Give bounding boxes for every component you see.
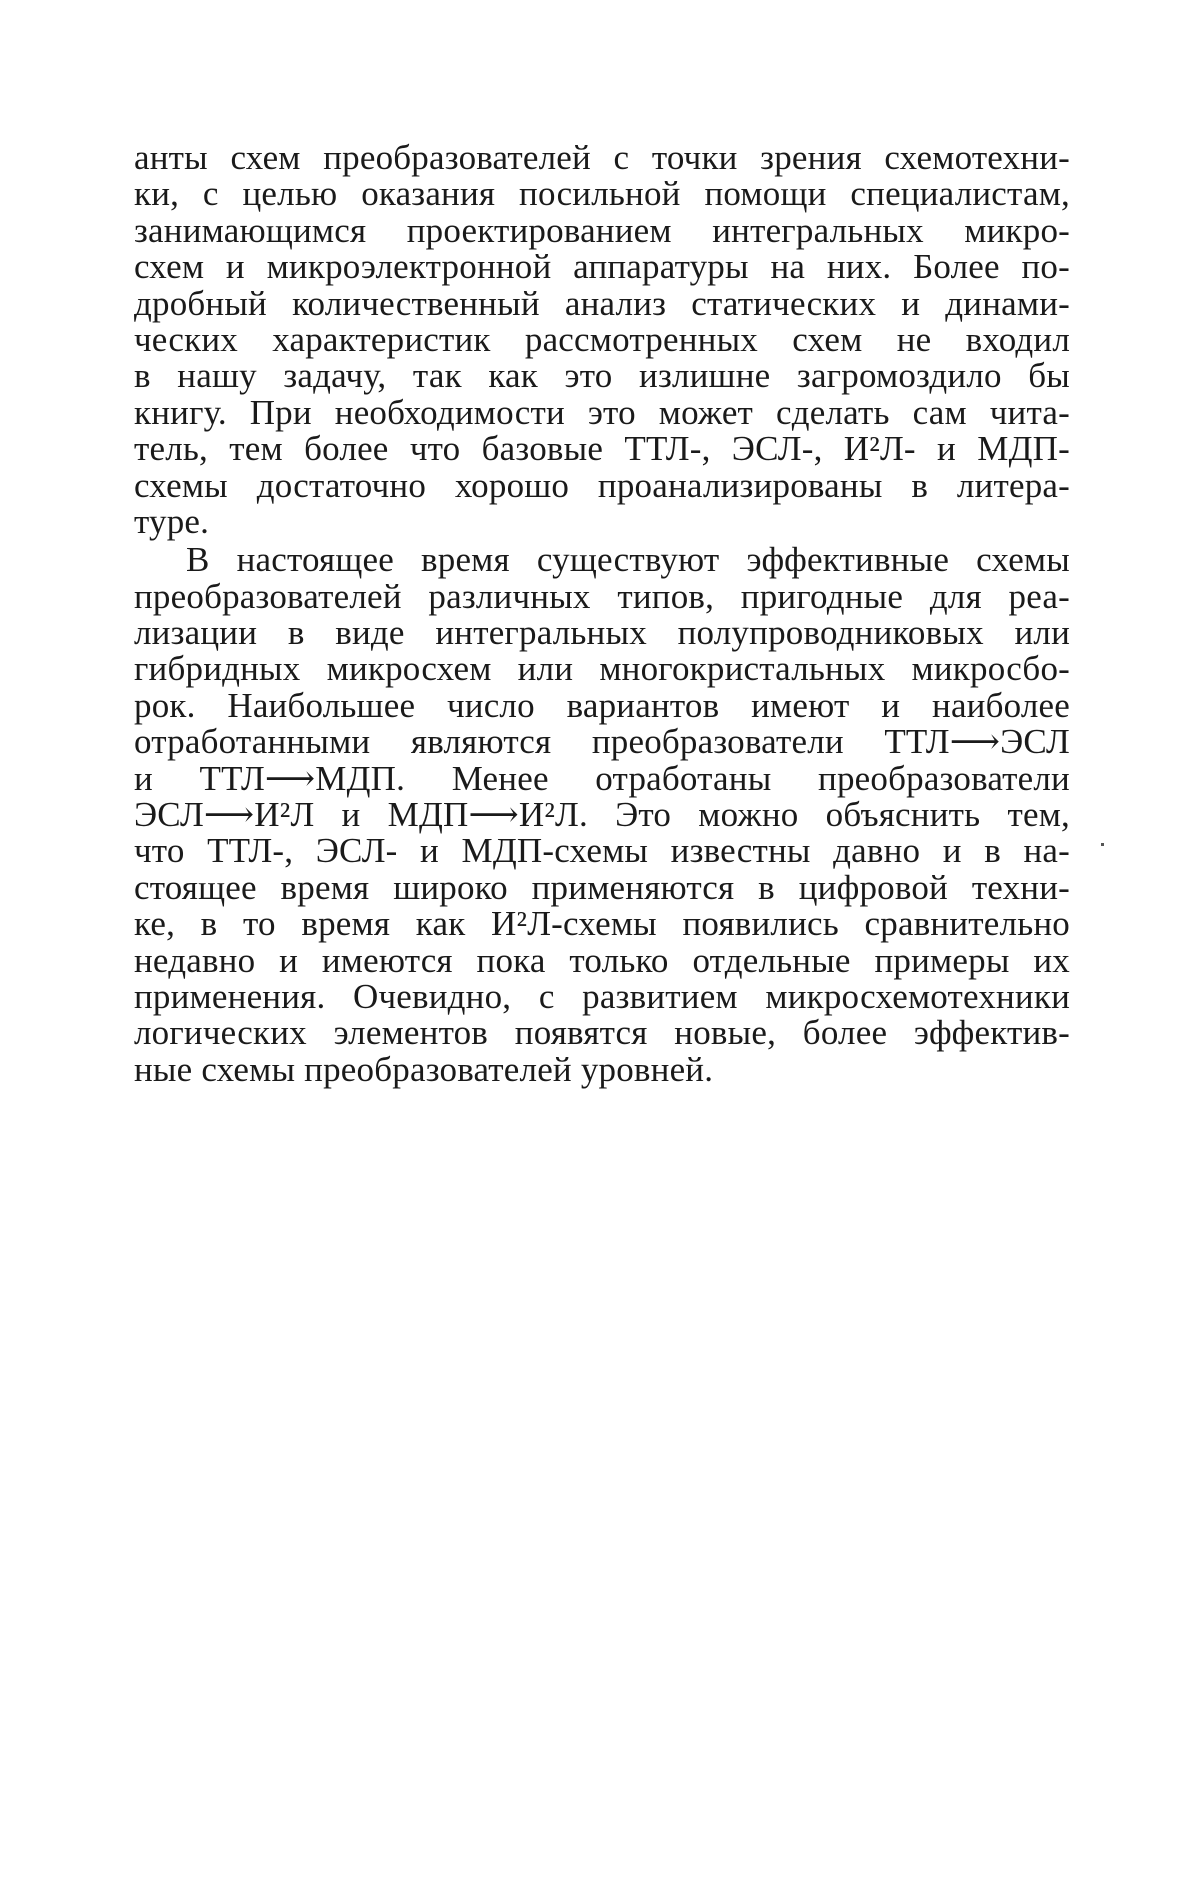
paragraph-2 [134,542,1070,1088]
text-line: лизации в виде интегральных полупроводниковых или [134,613,1070,653]
text-line: применения. Очевидно, с развитием микросхемотехники [134,976,1070,1016]
text-line: схем и микроэлектронной аппаратуры на них. Более по- [134,247,1070,287]
text-line: тель, тем более что базовые ТТЛ-, ЭСЛ-, И²Л- и МДП- [134,429,1070,469]
text-line: туре. [134,501,210,541]
text-line: в нашу задачу, так как это излишне загромоздило бы [134,356,1070,396]
text-line: ке, в то время как И²Л-схемы появились сравнительно [134,904,1070,944]
text-line: занимающимся проектированием интегральных микро- [134,210,1070,250]
text-line: ки, с целью оказания посильной помощи специалистам, [134,174,1070,214]
text-line: дробный количественный анализ статических и динами- [134,283,1070,323]
text-line: схемы достаточно хорошо проанализированы в литера- [134,465,1070,505]
text-line: В настоящее время существуют эффективные схемы [186,540,1070,580]
text-line: анты схем преобразователей с точки зрения схемотехни- [134,138,1070,177]
text-line: преобразователей различных типов, пригодные для реа- [134,576,1070,616]
body-text [134,140,1070,1088]
text-line: и ТТЛ⟶МДП. Менее отработаны преобразователи [134,758,1070,798]
text-line: что ТТЛ-, ЭСЛ- и МДП-схемы известны давно и в на- [134,831,1070,871]
text-line: ЭСЛ⟶И²Л и МДП⟶И²Л. Это можно объяснить тем, [134,795,1070,835]
text-line: ные схемы преобразователей уровней. [134,1049,714,1089]
margin-dot-mark [1101,843,1104,846]
text-line: ческих характеристик рассмотренных схем не входил [134,319,1070,359]
text-line: книгу. При необходимости это может сделать сам чита- [134,392,1070,432]
text-line: стоящее время широко применяются в цифровой техни- [134,867,1070,907]
text-line: гибридных микросхем или многокристальных микросбо- [134,649,1070,689]
text-line: недавно и имеются пока только отдельные примеры их [134,940,1070,980]
text-line: рок. Наибольшее число вариантов имеют и наиболее [134,685,1070,725]
text-line: логических элементов появятся новые, более эффектив- [134,1013,1070,1053]
text-line: отработанными являются преобразователи ТТЛ⟶ЭСЛ [134,722,1070,762]
paragraph-1 [134,140,1070,540]
